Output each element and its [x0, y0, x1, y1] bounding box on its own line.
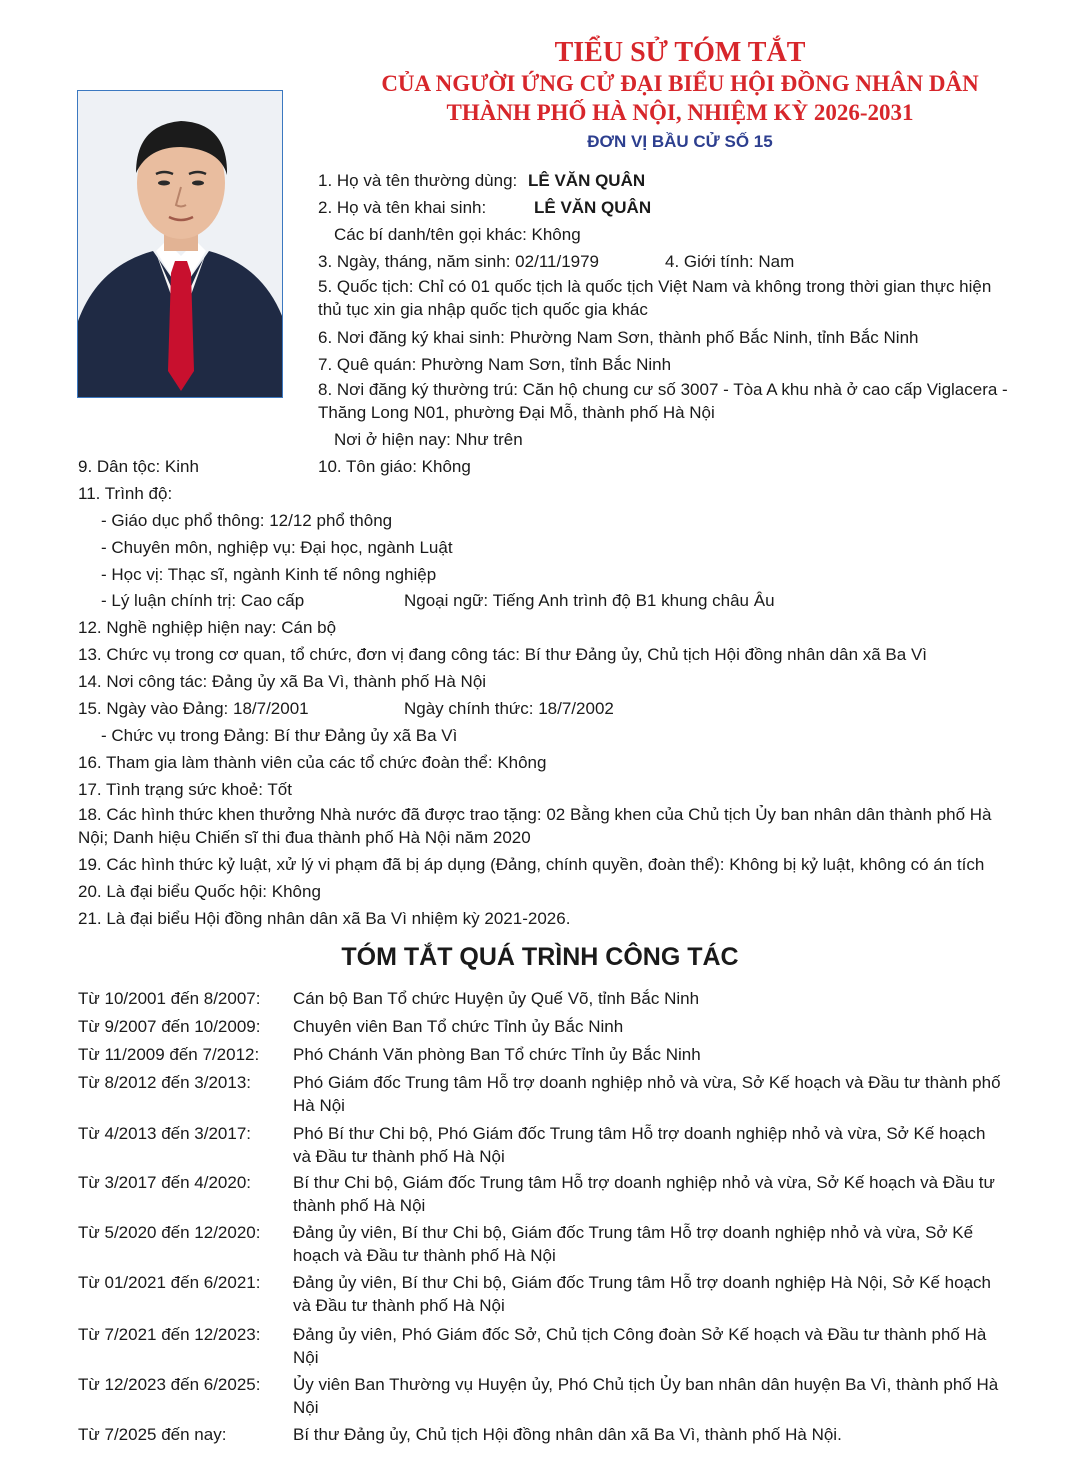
document-title: TIỂU SỬ TÓM TẮT [554, 37, 806, 68]
field-education-major: - Chuyên môn, nghiệp vụ: Đại học, ngành Luật [101, 538, 453, 557]
field-party-join-date: 15. Ngày vào Đảng: 18/7/2001 [78, 699, 309, 718]
field-birth-name [318, 194, 652, 221]
field-birth-name-value: LÊ VĂN QUÂN [534, 198, 652, 217]
field-hometown: 7. Quê quán: Phường Nam Sơn, tỉnh Bắc Ninh [318, 355, 672, 374]
timeline-description: Đảng ủy viên, Bí thư Chi bộ, Giám đốc Trung tâm Hỗ trợ doanh nghiệp nhỏ và vừa, Sở Kế hoạch và Đầu tư thành phố Hà Nội [293, 1223, 974, 1265]
timeline-description: Đảng ủy viên, Phó Giám đốc Sở, Chủ tịch Công đoàn Sở Kế hoạch và Đầu tư thành phố Hà Nội [293, 1325, 987, 1367]
field-education-degree: - Học vị: Thạc sĩ, ngành Kinh tế nông nghiệp [101, 565, 437, 584]
career-summary-title: TÓM TẮT QUÁ TRÌNH CÔNG TÁC [341, 943, 739, 971]
field-health: 17. Tình trạng sức khoẻ: Tốt [78, 780, 292, 799]
document-subtitle-1: CỦA NGƯỜI ỨNG CỬ ĐẠI BIỂU HỘI ĐỒNG NHÂN DÂN [381, 71, 979, 96]
field-common-name-label: 1. Họ và tên thường dùng: [318, 171, 518, 190]
field-occupation: 12. Nghề nghiệp hiện nay: Cán bộ [78, 618, 337, 637]
field-gender: 4. Giới tính: Nam [665, 252, 795, 271]
field-religion: 10. Tôn giáo: Không [318, 457, 471, 476]
timeline-description: Ủy viên Ban Thường vụ Huyện ủy, Phó Chủ tịch Ủy ban nhân dân huyện Ba Vì, thành phố Hà Nội [293, 1375, 999, 1417]
field-alias: Các bí danh/tên gọi khác: Không [334, 225, 581, 244]
timeline-date: Từ 9/2007 đến 10/2009: [78, 1017, 261, 1036]
timeline-description: Đảng ủy viên, Bí thư Chi bộ, Giám đốc Trung tâm Hỗ trợ doanh nghiệp Hà Nội, Sở Kế hoạch và Đầu tư thành phố Hà Nội [293, 1273, 991, 1315]
timeline-date: Từ 10/2001 đến 8/2007: [78, 989, 261, 1008]
field-birth-registration: 6. Nơi đăng ký khai sinh: Phường Nam Sơn, thành phố Bắc Ninh, tỉnh Bắc Ninh [318, 328, 919, 347]
timeline-date: Từ 7/2021 đến 12/2023: [78, 1325, 261, 1344]
portrait-photo [77, 90, 283, 398]
timeline-description: Bí thư Chi bộ, Giám đốc Trung tâm Hỗ trợ doanh nghiệp nhỏ và vừa, Sở Kế hoạch và Đầu tư thành phố Hà Nội [293, 1173, 995, 1215]
timeline-date: Từ 01/2021 đến 6/2021: [78, 1273, 261, 1292]
field-ethnicity: 9. Dân tộc: Kinh [78, 457, 199, 476]
timeline-description: Phó Chánh Văn phòng Ban Tổ chức Tỉnh ủy Bắc Ninh [293, 1045, 701, 1064]
field-permanent-address: 8. Nơi đăng ký thường trú: Căn hộ chung cư số 3007 - Tòa A khu nhà ở cao cấp Viglacera - Thăng Long N01, phường Đại Mỗ, thành phố Hà Nội [318, 380, 1008, 422]
field-birth-date: 3. Ngày, tháng, năm sinh: 02/11/1979 [318, 252, 600, 271]
timeline-date: Từ 11/2009 đến 7/2012: [78, 1045, 260, 1064]
field-discipline: 19. Các hình thức kỷ luật, xử lý vi phạm đã bị áp dụng (Đảng, chính quyền, đoàn thể): Không bị kỷ luật, không có án tích [78, 855, 985, 874]
field-party-role: - Chức vụ trong Đảng: Bí thư Đảng ủy xã Ba Vì [101, 726, 458, 745]
timeline-date: Từ 7/2025 đến nay: [78, 1425, 227, 1444]
field-party-official-date: Ngày chính thức: 18/7/2002 [404, 699, 614, 718]
field-current-address: Nơi ở hiện nay: Như trên [334, 430, 523, 449]
timeline-date: Từ 5/2020 đến 12/2020: [78, 1223, 261, 1242]
field-common-name [318, 167, 645, 194]
timeline-date: Từ 3/2017 đến 4/2020: [78, 1173, 252, 1192]
field-position: 13. Chức vụ trong cơ quan, tổ chức, đơn vị đang công tác: Bí thư Đảng ủy, Chủ tịch Hội đồng nhân dân xã Ba Vì [78, 645, 928, 664]
field-birth-name-label: 2. Họ và tên khai sinh: [318, 198, 487, 217]
field-national-assembly: 20. Là đại biểu Quốc hội: Không [78, 882, 321, 901]
timeline-description: Bí thư Đảng ủy, Chủ tịch Hội đồng nhân dân xã Ba Vì, thành phố Hà Nội. [293, 1425, 842, 1444]
document-subtitle-2: THÀNH PHỐ HÀ NỘI, NHIỆM KỲ 2026-2031 [446, 100, 914, 125]
electoral-unit: ĐƠN VỊ BẦU CỬ SỐ 15 [587, 132, 773, 151]
timeline-description: Phó Giám đốc Trung tâm Hỗ trợ doanh nghiệp nhỏ và vừa, Sở Kế hoạch và Đầu tư thành phố Hà Nội [293, 1073, 1001, 1115]
field-awards: 18. Các hình thức khen thưởng Nhà nước đã được trao tặng: 02 Bằng khen của Chủ tịch Ủy ban nhân dân thành phố Hà Nội; Danh hiệu Chiến sĩ thi đua thành phố Hà Nội năm 2020 [78, 805, 992, 847]
field-nationality: 5. Quốc tịch: Chỉ có 01 quốc tịch là quốc tịch Việt Nam và không trong thời gian thực hiện thủ tục xin gia nhập quốc tịch quốc gia khác [318, 277, 992, 319]
timeline-date: Từ 4/2013 đến 3/2017: [78, 1124, 252, 1143]
timeline-description: Chuyên viên Ban Tổ chức Tỉnh ủy Bắc Ninh [293, 1017, 624, 1036]
timeline-description: Cán bộ Ban Tổ chức Huyện ủy Quế Võ, tỉnh Bắc Ninh [293, 989, 700, 1008]
field-organizations: 16. Tham gia làm thành viên của các tổ chức đoàn thể: Không [78, 753, 547, 772]
field-education: 11. Trình độ: [78, 484, 173, 503]
field-education-general: - Giáo dục phổ thông: 12/12 phổ thông [101, 511, 393, 530]
timeline-description: Phó Bí thư Chi bộ, Phó Giám đốc Trung tâm Hỗ trợ doanh nghiệp nhỏ và vừa, Sở Kế hoạch và Đầu tư thành phố Hà Nội [293, 1124, 986, 1166]
field-common-name-value: LÊ VĂN QUÂN [528, 171, 646, 190]
field-education-language: Ngoại ngữ: Tiếng Anh trình độ B1 khung châu Âu [404, 591, 775, 610]
field-education-politics: - Lý luận chính trị: Cao cấp [101, 591, 305, 610]
field-council-member: 21. Là đại biểu Hội đồng nhân dân xã Ba Vì nhiệm kỳ 2021-2026. [78, 909, 571, 928]
field-workplace: 14. Nơi công tác: Đảng ủy xã Ba Vì, thành phố Hà Nội [78, 672, 487, 691]
timeline-date: Từ 8/2012 đến 3/2013: [78, 1073, 252, 1092]
timeline-date: Từ 12/2023 đến 6/2025: [78, 1375, 261, 1394]
